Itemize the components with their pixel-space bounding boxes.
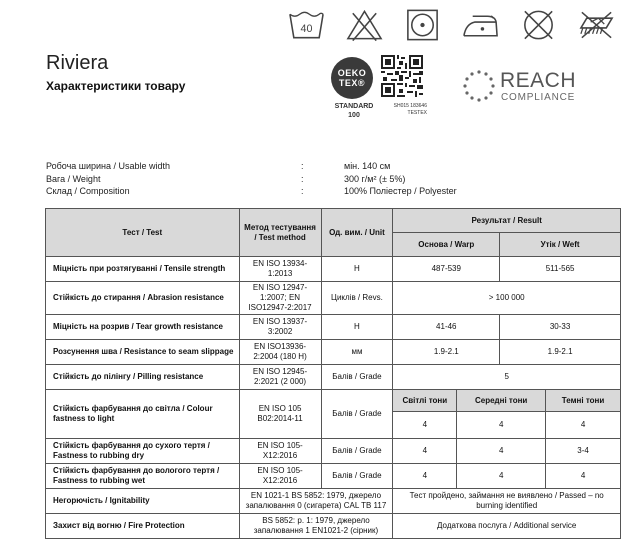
specs-list [46, 160, 457, 198]
table-row [46, 257, 621, 282]
header-result: Результат / Result [393, 209, 621, 233]
result-dark: 4 [546, 464, 621, 489]
header-light-tones: Світлі тони [393, 390, 457, 412]
test-unit: мм [321, 340, 393, 365]
test-method: EN ISO 13934-1:2013 [239, 257, 321, 282]
test-method: EN ISO 105-X12:2016 [239, 464, 321, 489]
test-method: BS 5852: р. 1: 1979, джерело запалювання 1 EN1021-2 (сірник) [239, 514, 393, 539]
test-name: Стійкість до пілінгу / Pilling resistance [46, 365, 240, 390]
do-not-dry-clean-icon [519, 8, 558, 42]
spec-row [46, 173, 457, 186]
table-header-row [46, 209, 621, 233]
test-name: Захист від вогню / Fire Protection [46, 514, 240, 539]
spec-colon: : [301, 161, 304, 171]
result-warp: 487-539 [393, 257, 500, 282]
product-title: Riviera [46, 52, 109, 74]
spec-label: Вага / Weight [46, 173, 101, 184]
result-medium: 4 [457, 439, 546, 464]
test-name: Міцність при розтягуванні / Tensile strength [46, 257, 240, 282]
oeko-code-line2: TESTEX [407, 110, 427, 116]
svg-text:40: 40 [300, 22, 313, 35]
test-unit: Балів / Grade [321, 464, 393, 489]
care-icons [287, 8, 616, 42]
result-weft: 30-33 [500, 315, 621, 340]
reach-compliance-logo [462, 68, 612, 108]
test-method: EN 1021-1 BS 5852: 1979, джерело запалювання 0 (сигарета) CAL TB 117 [239, 489, 393, 514]
test-unit: Балів / Grade [321, 439, 393, 464]
oeko-certificate-code [379, 103, 427, 117]
wash-40-icon [287, 8, 326, 42]
reach-label: REACH [500, 69, 577, 92]
spec-value: 300 г/м² (± 5%) [344, 173, 406, 184]
test-method: EN ISO13936-2:2004 (180 Н) [239, 340, 321, 365]
test-unit: Балів / Grade [321, 365, 393, 390]
result-combined: 5 [393, 365, 621, 390]
oeko-code-line1: SH015 183646 [393, 103, 427, 109]
result-warp: 1.9-2.1 [393, 340, 500, 365]
table-row [46, 365, 621, 390]
result-light: 4 [393, 439, 457, 464]
oeko-line2: TEX® [338, 78, 366, 88]
spec-row [46, 160, 457, 173]
test-method: EN ISO 105-X12:2016 [239, 439, 321, 464]
result-warp: 41-46 [393, 315, 500, 340]
test-method: EN ISO 12945-2:2021 (2 000) [239, 365, 321, 390]
result-medium: 4 [457, 464, 546, 489]
header-weft: Утік / Weft [500, 233, 621, 257]
spec-value: мін. 140 см [344, 161, 391, 171]
result-combined: Додаткова послуга / Additional service [393, 514, 621, 539]
test-name: Стійкість фарбування до вологого тертя / Fastness to rubbing wet [46, 464, 240, 489]
test-name: Стійкість до стирання / Abrasion resistance [46, 282, 240, 315]
test-name: Стійкість фарбування до сухого тертя / Fastness to rubbing dry [46, 439, 240, 464]
header-medium-tones: Середні тони [457, 390, 546, 412]
header-test: Тест / Test [46, 209, 240, 257]
table-row [46, 390, 621, 412]
spec-row [46, 185, 457, 198]
test-name: Негорючість / Ignitability [46, 489, 240, 514]
header-dark-tones: Темні тони [546, 390, 621, 412]
test-name: Розсунення шва / Resistance to seam slippage [46, 340, 240, 365]
spec-colon: : [301, 186, 304, 196]
table-row [46, 340, 621, 365]
result-light: 4 [393, 464, 457, 489]
test-name: Стійкість фарбування до світла / Colour fastness to light [46, 390, 240, 439]
spec-label: Робоча ширина / Usable width [46, 161, 171, 171]
spec-value: 100% Поліестер / Polyester [344, 186, 457, 196]
spec-label: Склад / Composition [46, 186, 130, 196]
result-dark: 4 [546, 412, 621, 439]
oeko-tex-logo [331, 55, 441, 125]
oeko-standard-label: STANDARD [334, 103, 374, 110]
test-method: EN ISO 13937-3:2002 [239, 315, 321, 340]
qr-code-icon [381, 55, 423, 97]
test-unit: Н [321, 257, 393, 282]
table-row [46, 514, 621, 539]
eu-stars-icon [462, 69, 496, 103]
do-not-bleach-icon [345, 8, 384, 42]
no-wet-clean-icon [577, 8, 616, 42]
tumble-dry-low-icon [403, 8, 442, 42]
header-method: Метод тестування / Test method [239, 209, 321, 257]
table-row [46, 489, 621, 514]
header-warp: Основа / Warp [393, 233, 500, 257]
result-weft: 1.9-2.1 [500, 340, 621, 365]
table-row [46, 282, 621, 315]
header-unit: Од. вим. / Unit [321, 209, 393, 257]
oeko-line1: OEKO [337, 68, 367, 78]
result-combined: Тест пройдено, займання не виявлено / Passed – no burning identified [393, 489, 621, 514]
oeko-tex-badge [331, 57, 373, 99]
test-method: EN ISO 105 B02:2014-11 [239, 390, 321, 439]
test-unit: Балів / Grade [321, 390, 393, 439]
table-row [46, 315, 621, 340]
table-row [46, 464, 621, 489]
spec-colon: : [301, 173, 304, 184]
test-name: Міцність на розрив / Tear growth resistance [46, 315, 240, 340]
test-unit: Циклів / Revs. [321, 282, 393, 315]
oeko-standard-number: 100 [348, 112, 360, 119]
result-light: 4 [393, 412, 457, 439]
result-combined: > 100 000 [393, 282, 621, 315]
oeko-standard [331, 102, 377, 120]
product-subtitle: Характеристики товару [46, 79, 186, 93]
test-unit: Н [321, 315, 393, 340]
result-medium: 4 [457, 412, 546, 439]
result-weft: 511-565 [500, 257, 621, 282]
result-dark: 3-4 [546, 439, 621, 464]
test-method: EN ISO 12947-1:2007; EN ISO12947-2:2017 [239, 282, 321, 315]
test-results-table [45, 208, 621, 539]
table-row [46, 439, 621, 464]
iron-low-icon [461, 8, 500, 42]
compliance-label: COMPLIANCE [501, 92, 576, 103]
